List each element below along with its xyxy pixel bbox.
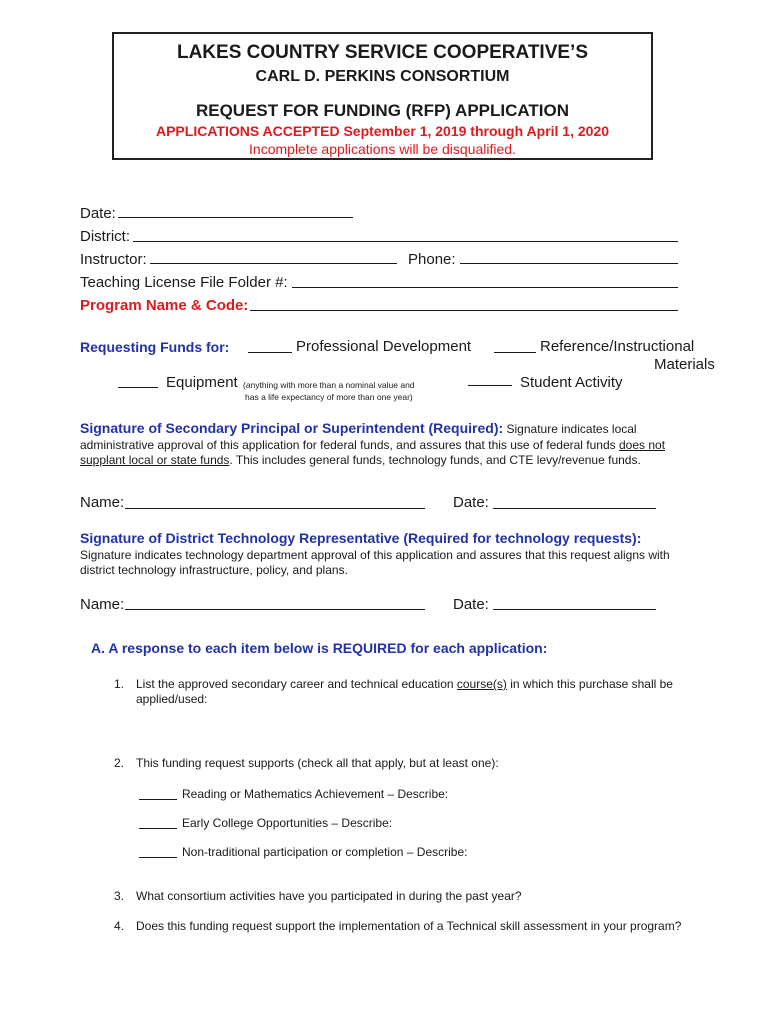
consortium-title: CARL D. PERKINS CONSORTIUM [255, 68, 510, 85]
principal-date-field[interactable] [493, 508, 656, 509]
principal-heading: Signature of Secondary Principal or Superintendent (Required): [80, 420, 504, 436]
license-label: Teaching License File Folder #: [80, 274, 288, 291]
tech-text-1: Signature indicates technology department approval of this application and assures that this request aligns with [80, 548, 670, 562]
principal-text-3 [80, 453, 641, 468]
principal-date-label: Date: [453, 494, 489, 511]
instructor-field[interactable] [150, 263, 397, 264]
principal-name-field[interactable] [125, 508, 425, 509]
item4-text: Does this funding request support the implementation of a Technical skill assessment in your program? [136, 919, 682, 933]
principal-text-3a: supplant local or state funds [80, 453, 230, 467]
tech-text-2: district technology infrastructure, policy, and plans. [80, 563, 348, 577]
district-label: District: [80, 228, 130, 245]
reading-math-check[interactable] [139, 799, 177, 800]
item4-number: 4. [114, 919, 125, 933]
principal-text-1: Signature indicates local [503, 422, 637, 436]
item2-text: This funding request supports (check all that apply, but at least one): [136, 756, 499, 770]
item3-text: What consortium activities have you participated in during the past year? [136, 889, 522, 903]
principal-text-2a: administrative approval of this application for federal funds, and assures that this use of federal funds [80, 438, 619, 452]
principal-text-2 [80, 438, 665, 453]
principal-heading-line [80, 420, 637, 438]
section-a-heading: A. A response to each item below is REQUIRED for each application: [91, 640, 548, 656]
early-college-label: Early College Opportunities – Describe: [182, 816, 393, 830]
item2-number: 2. [114, 756, 125, 770]
equipment-label: Equipment [166, 374, 238, 391]
item1-text [136, 677, 673, 692]
item1-text-c: in which this purchase shall be [506, 677, 673, 691]
program-label: Program Name & Code: [80, 297, 249, 314]
item1-number: 1. [114, 677, 125, 691]
accepted-dates: APPLICATIONS ACCEPTED September 1, 2019 through April 1, 2020 [155, 123, 610, 139]
principal-name-label: Name: [80, 494, 125, 511]
phone-field[interactable] [460, 263, 678, 264]
tech-name-label: Name: [80, 596, 125, 613]
prof-dev-check[interactable] [248, 352, 292, 353]
tech-date-label: Date: [453, 596, 489, 613]
equipment-note-1: (anything with more than a nominal value and [243, 380, 415, 390]
program-field[interactable] [250, 310, 678, 311]
org-title: LAKES COUNTRY SERVICE COOPERATIVE’S [176, 42, 589, 63]
reference-label: Reference/Instructional [540, 338, 695, 355]
form-title: REQUEST FOR FUNDING (RFP) APPLICATION [195, 101, 570, 120]
item1-text-b: course(s) [456, 677, 507, 691]
funds-label: Requesting Funds for: [80, 339, 230, 355]
item1-text-d: applied/used: [136, 692, 208, 706]
date-label: Date: [80, 205, 116, 222]
district-field[interactable] [133, 241, 678, 242]
date-field[interactable] [118, 217, 353, 218]
equipment-check[interactable] [118, 387, 158, 388]
nontraditional-check[interactable] [139, 857, 177, 858]
item3-number: 3. [114, 889, 125, 903]
tech-date-field[interactable] [493, 609, 656, 610]
warning-text: Incomplete applications will be disqualified. [249, 141, 516, 157]
instructor-label: Instructor: [80, 251, 147, 268]
item1-text-a: List the approved secondary career and technical education [136, 677, 457, 691]
student-activity-check[interactable] [468, 385, 512, 386]
tech-name-field[interactable] [125, 609, 425, 610]
phone-label: Phone: [408, 251, 456, 268]
reading-math-label: Reading or Mathematics Achievement – Describe: [182, 787, 449, 801]
tech-heading: Signature of District Technology Representative (Required for technology requests): [80, 530, 642, 546]
student-activity-label: Student Activity [520, 374, 623, 391]
prof-dev-label: Professional Development [296, 338, 472, 355]
license-field[interactable] [292, 287, 678, 288]
nontraditional-label: Non-traditional participation or completion – Describe: [182, 845, 468, 859]
reference-label-2: Materials [654, 356, 715, 373]
early-college-check[interactable] [139, 828, 177, 829]
equipment-note-2: has a life expectancy of more than one year) [245, 392, 413, 402]
principal-text-2b: does not [618, 438, 666, 452]
principal-text-3b: . This includes general funds, technology funds, and CTE levy/revenue funds. [229, 453, 641, 467]
reference-check[interactable] [494, 352, 536, 353]
